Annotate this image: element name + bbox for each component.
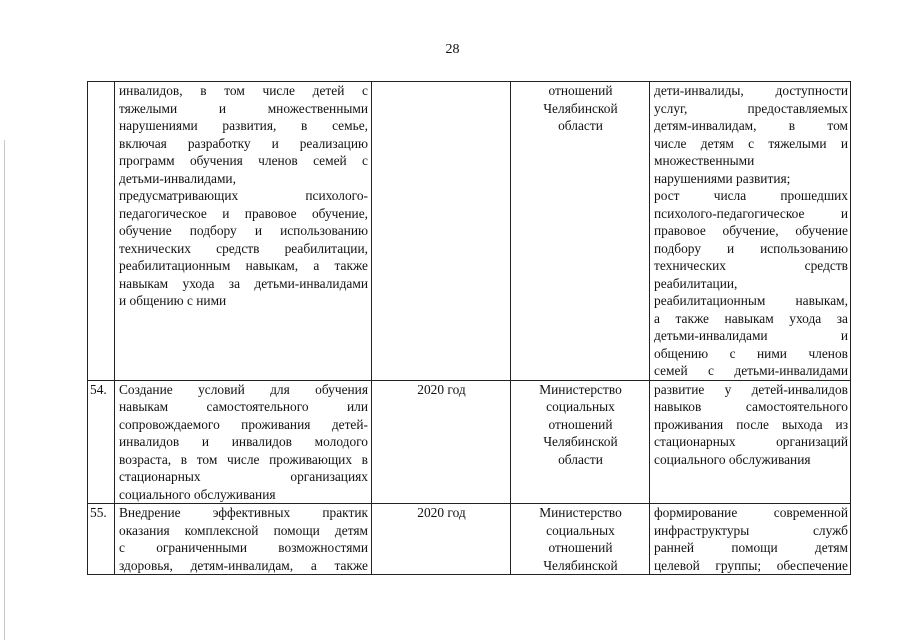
result-cell [650, 380, 851, 504]
event-text-line: стационарных организациях [119, 469, 368, 484]
row-number: 55. [90, 505, 107, 520]
term-text: 2020 год [417, 505, 466, 520]
responsible-text-line: отношений [548, 416, 613, 432]
result-text-line: реабилитационным навыкам, [654, 293, 848, 308]
result-text-line: услуг, предоставляемых [654, 100, 848, 116]
event-text-line: навыкам самостоятельного или [119, 399, 368, 414]
responsible-text-line: отношений [548, 83, 613, 98]
responsible-text-line: отношений [548, 540, 613, 555]
row-number: 54. [90, 381, 107, 397]
event-cell [115, 380, 372, 504]
result-text-line: формирование современной [654, 505, 848, 520]
result-text-line: дети-инвалиды, доступности [654, 83, 848, 98]
event-text-line: с ограниченными возможностями [119, 540, 368, 555]
event-text-line: и общению с ними [119, 293, 227, 308]
result-text-line: семей с детьми-инвалидами [654, 363, 848, 378]
result-text-line: социального обслуживания [654, 451, 811, 467]
term-cell [372, 504, 511, 575]
result-text-line: нарушениями развития; [654, 170, 791, 186]
responsible-text-line: Министерство [539, 505, 622, 520]
event-text-line: тяжелыми и множественными [119, 100, 368, 116]
margin-scan-line [4, 140, 5, 640]
table-row [88, 380, 851, 504]
event-text-line: реабилитационным навыкам, а также [119, 258, 368, 273]
responsible-cell [511, 380, 650, 504]
result-text-line: проживания после выхода из [654, 416, 848, 432]
term-text: 2020 год [417, 381, 466, 397]
responsible-text-line: Министерство [539, 381, 622, 397]
result-text-line: детям-инвалидам, в том [654, 118, 848, 133]
event-text-line: программ обучения членов семей с [119, 153, 368, 168]
result-cell [650, 504, 851, 575]
event-text-line: педагогическое и правовое обучение, [119, 205, 368, 221]
term-cell [372, 380, 511, 504]
result-text-line: правовое обучение, обучение [654, 223, 848, 238]
result-text-line: рост числа прошедших [654, 188, 848, 203]
measures-table [87, 81, 851, 575]
event-text-line: предусматривающих психолого- [119, 188, 368, 203]
page-number: 28 [445, 42, 460, 57]
event-text-line: включая разработку и реализацию [119, 135, 368, 151]
result-text-line: детьми-инвалидами и [654, 328, 848, 343]
event-text-line: сопровождаемого проживания детей- [119, 416, 368, 432]
responsible-text-line: социальных [546, 522, 615, 538]
event-text-line: технических средств реабилитации, [119, 240, 368, 256]
result-text-line: числе детям с тяжелыми и [654, 135, 848, 151]
row-number-cell [88, 504, 115, 575]
result-text-line: множественными [654, 153, 755, 168]
responsible-text-line: социальных [546, 399, 615, 414]
event-cell [115, 504, 372, 575]
event-text-line: Создание условий для обучения [119, 381, 368, 397]
table-row [88, 82, 851, 381]
event-text-line: нарушениями развития, в семье, [119, 118, 368, 133]
result-text-line: технических средств [654, 258, 848, 273]
result-text-line: а также навыкам ухода за [654, 310, 848, 326]
event-text-line: здоровья, детям-инвалидам, а также [119, 557, 368, 573]
event-text-line: инвалидов и инвалидов молодого [119, 434, 368, 449]
table-row [88, 504, 851, 575]
event-cell [115, 82, 372, 381]
result-text-line: подбору и использованию [654, 240, 848, 256]
row-number-cell [88, 82, 115, 381]
responsible-cell [511, 82, 650, 381]
result-text-line: реабилитации, [654, 275, 738, 291]
result-cell [650, 82, 851, 381]
event-text-line: инвалидов, в том числе детей с [119, 83, 368, 98]
responsible-text-line: Челябинской [543, 100, 618, 116]
event-text-line: Внедрение эффективных практик [119, 505, 368, 520]
term-cell [372, 82, 511, 381]
responsible-text-line: Челябинской [543, 557, 618, 573]
event-text-line: оказания комплексной помощи детям [119, 522, 368, 538]
result-text-line: психолого-педагогическое и [654, 205, 848, 221]
row-number-cell [88, 380, 115, 504]
result-text-line: ранней помощи детям [654, 540, 848, 555]
result-text-line: общению с ними членов [654, 345, 848, 361]
responsible-text-line: Челябинской [543, 434, 618, 449]
result-text-line: развитие у детей-инвалидов [654, 381, 848, 397]
event-text-line: социального обслуживания [119, 486, 276, 502]
result-text-line: целевой группы; обеспечение [654, 557, 848, 573]
event-text-line: навыкам ухода за детьми-инвалидами [119, 275, 368, 291]
result-text-line: навыков самостоятельного [654, 399, 848, 414]
event-text-line: детьми-инвалидами, [119, 170, 236, 186]
result-text-line: инфраструктуры служб [654, 522, 848, 538]
responsible-text-line: области [558, 118, 603, 133]
responsible-text-line: области [558, 451, 603, 467]
result-text-line: стационарных организаций [654, 434, 848, 449]
responsible-cell [511, 504, 650, 575]
event-text-line: обучение подбору и использованию [119, 223, 368, 238]
event-text-line: возраста, в том числе проживающих в [119, 451, 368, 467]
